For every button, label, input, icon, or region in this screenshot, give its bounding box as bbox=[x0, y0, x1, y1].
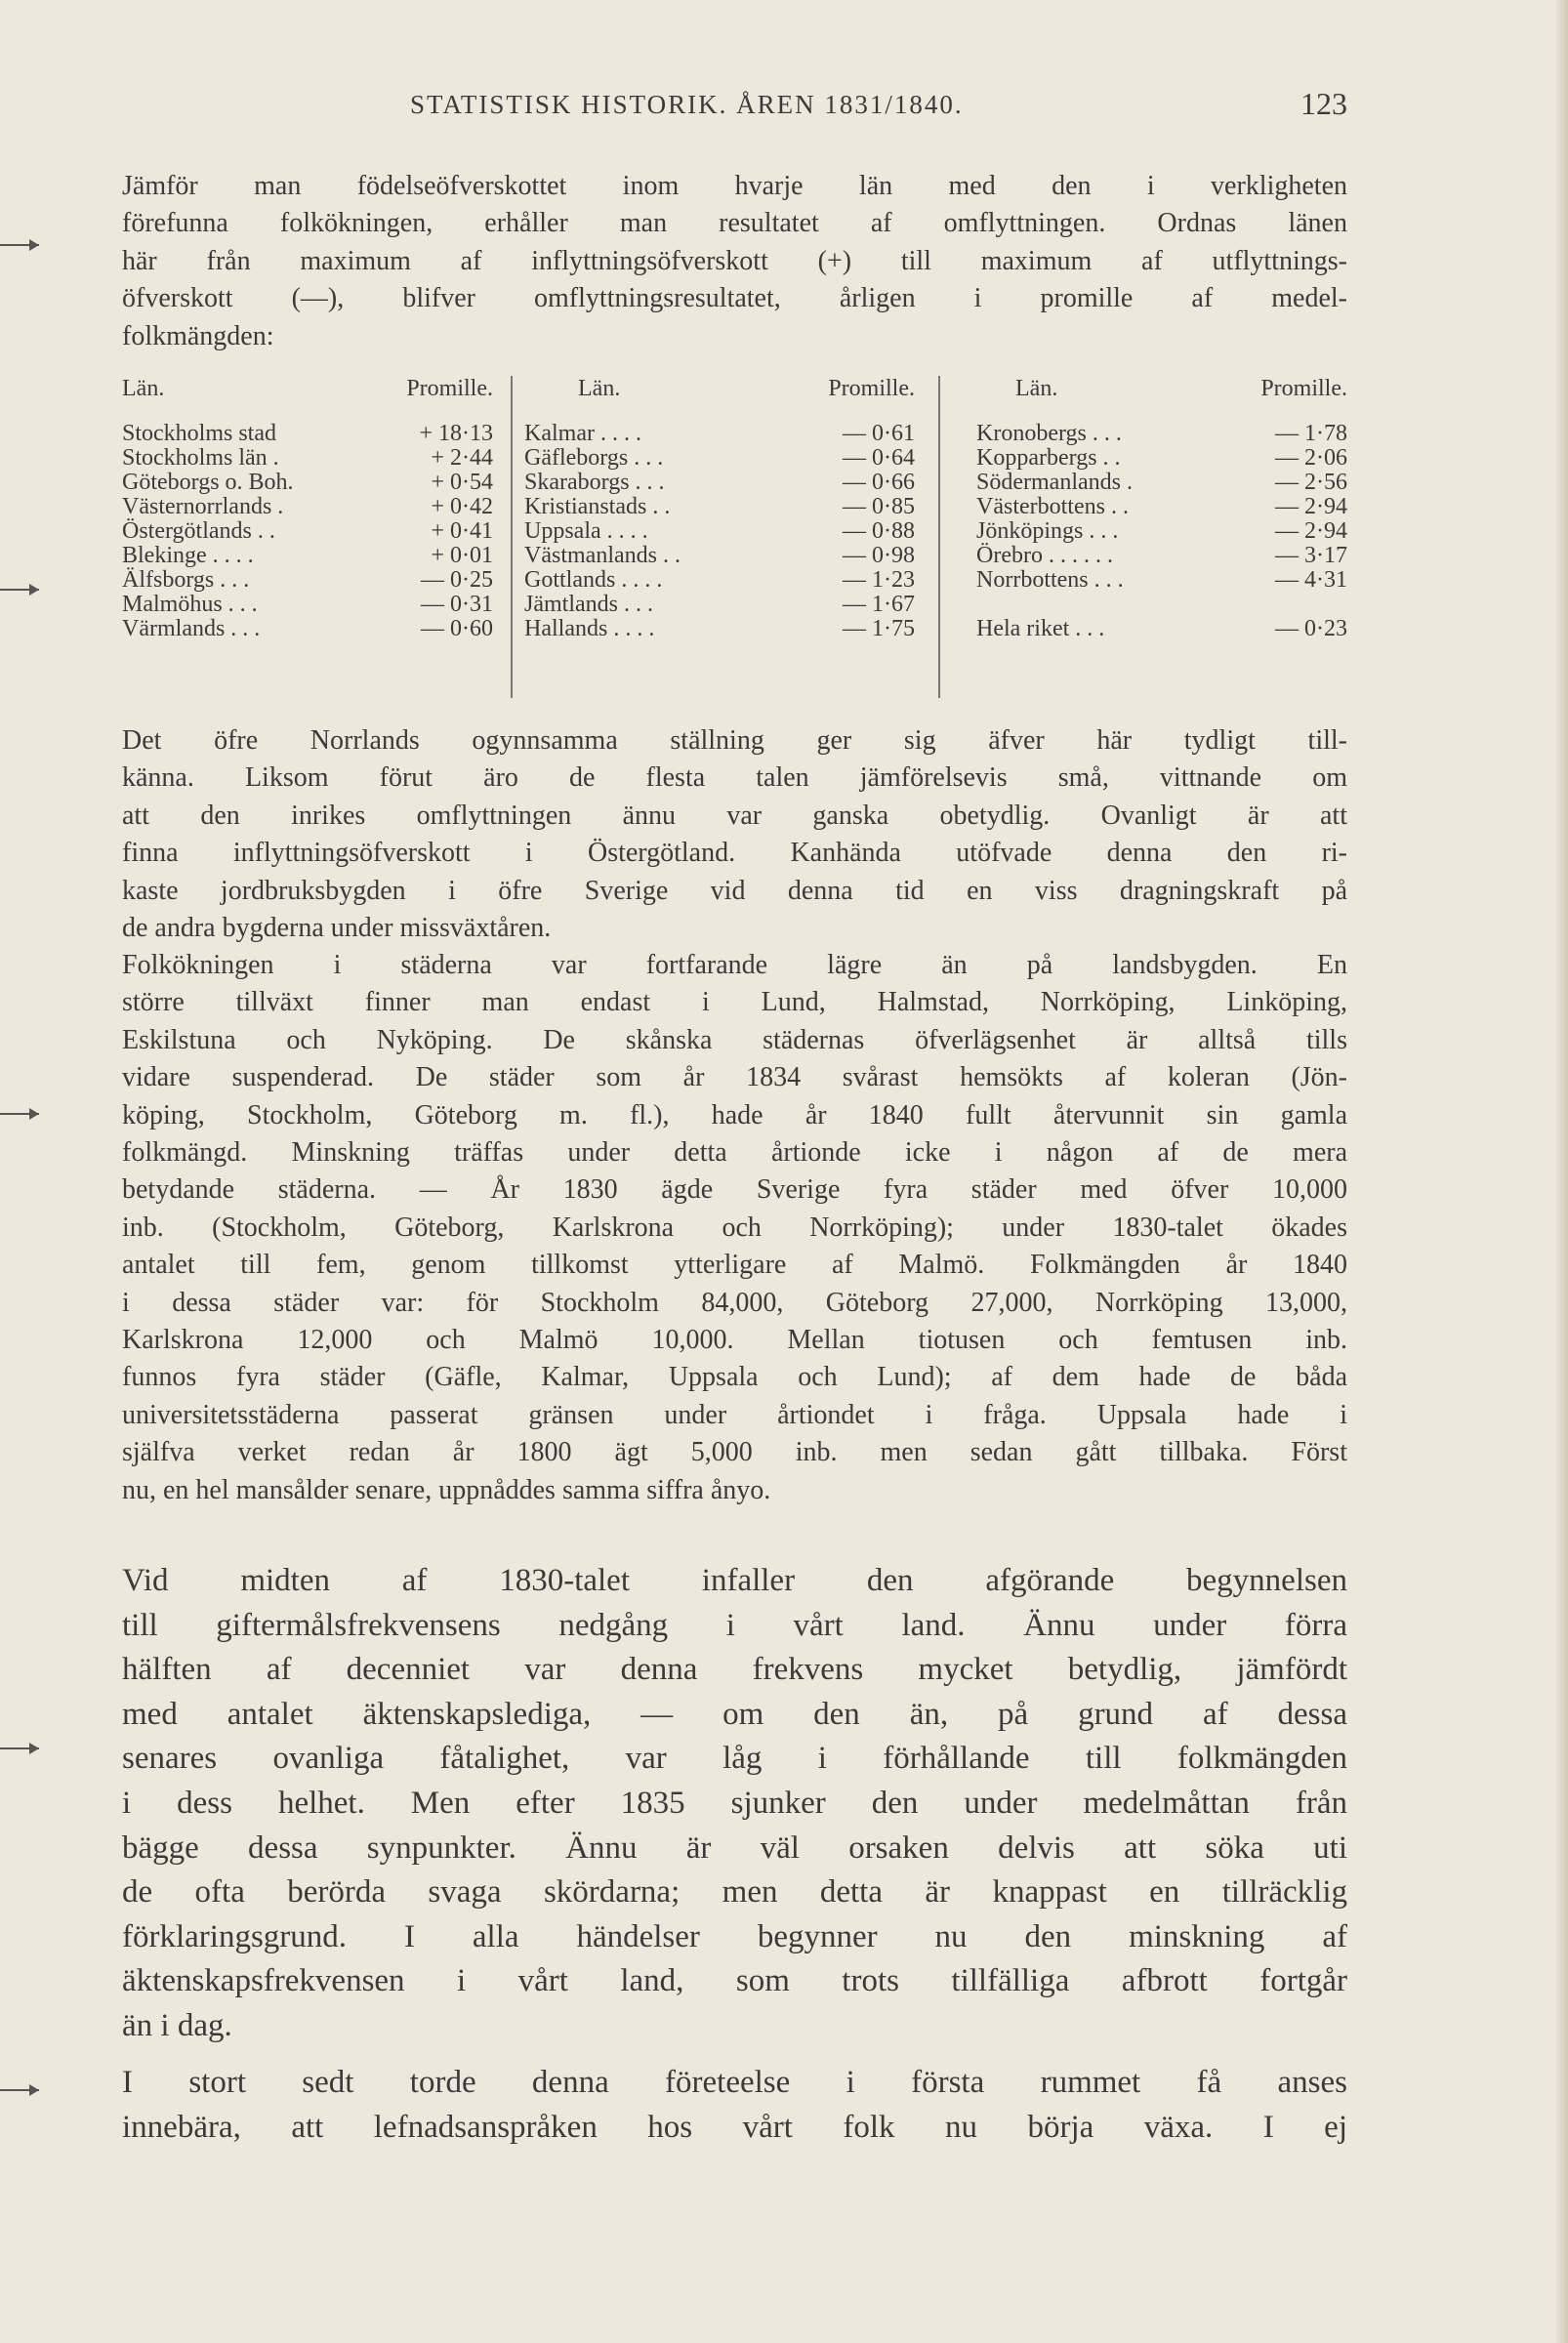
paragraph-intro: Jämför man födelseöfverskottet inom hvarje län med den i verkligheten förefunna folkökningen, erhåller man resultatet af omflyttningen. Ordnas länen här från maximum af inflyttningsöfverskott (+) till maximum af utflyttnings- öfverskott (—), blifver omflyttningsresultatet, årligen i promille af medel- folkmängden: bbox=[122, 171, 1347, 351]
page-edge-shadow bbox=[1554, 0, 1568, 2343]
paragraph-norrland: Det öfre Norrlands ogynnsamma ställning ger sig äfver här tydligt till- känna. Liksom förut äro de flesta talen jämförelsevis små, vittnande om att den inrikes omflyttningen ännu var ganska obetydlig. Ovanligt är att finna inflyttningsöfverskott i Östergötland. Kanhända utöfvade denna den ri- kaste jordbruksbygden i öfre Sverige vid denna tid en viss dragningskraft på de andra bygderna under missväxtåren. bbox=[122, 725, 1347, 944]
column-divider bbox=[938, 376, 940, 698]
column-header-lan: Län. bbox=[1015, 376, 1058, 401]
running-title: STATISTISK HISTORIK. ÅREN 1831/1840. bbox=[410, 90, 964, 119]
paragraph-lefnadsansprak: I stort sedt torde denna företeelse i första rummet få anses innebära, att lefnadsanspråken hos vårt folk nu börja växa. I ej bbox=[122, 2065, 1347, 2145]
column-header-lan: Län. bbox=[122, 376, 165, 401]
table-column-1: Län. Promille. Stockholms stad + 18·13 Stockholms län . + 2·44 Göteborgs o. Boh. + 0·54 Västernorrlands . + 0·42 Östergötlands . . + 0·41 Blekinge . . . . + 0·01 Älfsborgs . . . — 0·25 Malmöhus . . . — 0·31 Värmlands . . . — 0·60 bbox=[122, 376, 493, 641]
table-column-3: Län. Promille. Kronobergs . . . — 1·78 Kopparbergs . . — 2·06 Södermanlands . — 2·56 Västerbottens . . — 2·94 Jönköpings . . . — 2·94 Örebro . . . . . . — 3·17 Norrbottens . . . — 4·31 Hela riket . . . — 0·23 bbox=[976, 376, 1347, 641]
table-column-2: Län. Promille. Kalmar . . . . — 0·61 Gäfleborgs . . . — 0·64 Skaraborgs . . . — 0·66 Kristianstads . . — 0·85 Uppsala . . . . — 0·88 Västmanlands . . — 0·98 Gottlands . . . . — 1·23 Jämtlands . . . — 1·67 Hallands . . . . — 1·75 bbox=[524, 376, 915, 641]
migration-table bbox=[122, 376, 1347, 698]
margin-arrow-icon bbox=[0, 244, 39, 246]
column-header-promille: Promille. bbox=[406, 376, 493, 401]
column-header-promille: Promille. bbox=[828, 376, 915, 401]
margin-arrow-icon bbox=[0, 1747, 39, 1749]
margin-arrow-icon bbox=[0, 2089, 39, 2091]
margin-arrow-icon bbox=[0, 1113, 39, 1115]
column-divider bbox=[511, 376, 513, 698]
column-header-lan: Län. bbox=[578, 376, 621, 401]
page-number: 123 bbox=[1300, 86, 1347, 121]
paragraph-stader: Folkökningen i städerna var fortfarande lägre än på landsbygden. En större tillväxt finner man endast i Lund, Halmstad, Norrköping, Linköping, Eskilstuna och Nyköping. De skånska städernas öfverlägsenhet är alltså tills vidare suspenderad. De städer som år 1834 svårast hemsökts af koleran (Jön- köping, Stockholm, Göteborg m. fl.), hade år 1840 fullt återvunnit sin gamla folkmängd. Minskning träffas under detta årtionde icke i någon af de mera betydande städerna. — År 1830 ägde Sverige fyra städer med öfver 10,000 inb. (Stockholm, Göteborg, Karlskrona och Norrköping); under 1830-talet ökades antalet till fem, genom tillkomst ytterligare af Malmö. Folkmängden år 1840 i dessa städer var: för Stockholm 84,000, Göteborg 27,000, Norrköping 13,000, Karlskrona 12,000 och Malmö 10,000. Mellan tiotusen och femtusen inb. funnos fyra städer (Gäfle, Kalmar, Uppsala och Lund); af dem hade de båda universitetsstäderna passerat gränsen under årtiondet i fråga. Uppsala hade i själfva verket redan år 1800 ägt 5,000 inb. men sedan gått tillbaka. Först nu, en hel mansålder senare, uppnåddes samma siffra ånyo. bbox=[122, 950, 1347, 1505]
margin-arrow-icon bbox=[0, 589, 39, 591]
column-header-promille: Promille. bbox=[1260, 376, 1347, 401]
page-header bbox=[410, 86, 1347, 129]
paragraph-giftermal: Vid midten af 1830-talet infaller den afgörande begynnelsen till giftermålsfrekvensens nedgång i vårt land. Ännu under förra hälften af decenniet var denna frekvens mycket betydlig, jämfördt med antalet äktenskapslediga, — om den än, på grund af dessa senares ovanliga fåtalighet, var låg i förhållande till folkmängden i dess helhet. Men efter 1835 sjunker den under medelmåttan från bägge dessa synpunkter. Ännu är väl orsaken delvis att söka uti de ofta berörda svaga skördarna; men detta är knappast en tillräcklig förklaringsgrund. I alla händelser begynner nu den minskning af äktenskapsfrekvensen i vårt land, som trots tillfälliga afbrott fortgår än i dag. bbox=[122, 1563, 1347, 2043]
